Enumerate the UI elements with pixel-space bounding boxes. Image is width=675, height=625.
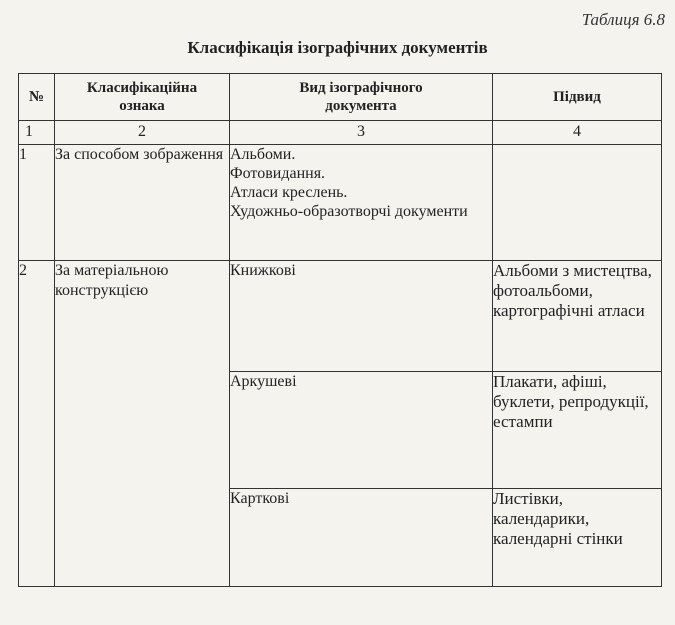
column-number-row [19, 121, 662, 145]
header-document-type [230, 74, 493, 121]
header-subtype: Підвид [493, 74, 662, 121]
row-subtype: Плакати, афіші, буклети, репродукції, естампи [493, 372, 662, 489]
view-item: Художньо-образотворчі документи [230, 203, 468, 220]
header-row [19, 74, 662, 121]
view-item: Альбоми. [230, 146, 296, 163]
table-title: Класифікація ізографічних документів [187, 38, 488, 57]
row-number: 1 [19, 145, 55, 261]
view-item: Атласи креслень. [230, 184, 348, 201]
row-document-type: Карткові [230, 489, 493, 587]
table-row [19, 261, 662, 372]
header-attr-line1: Класифікаційна [86, 80, 198, 96]
row-attribute: За способом зображення [55, 145, 230, 261]
column-number-cell: 1 [19, 121, 55, 145]
row-document-type [230, 145, 493, 261]
table-number-label: Таблиця 6.8 [581, 10, 665, 29]
table-row [19, 145, 662, 261]
row-subtype: Альбоми з мистецтва, фотоальбоми, картографічні атласи [493, 261, 662, 372]
column-number-cell: 2 [55, 121, 230, 145]
header-view-line2: документа [325, 98, 397, 114]
column-number-cell: 3 [230, 121, 493, 145]
header-view-line1: Вид ізографічного [299, 80, 423, 96]
header-classification-attribute [55, 74, 230, 121]
view-item: Фотовидання. [230, 165, 326, 182]
header-attr-line2: ознака [119, 98, 165, 114]
row-attribute: За матеріальною конструкцією [55, 261, 230, 587]
row-subtype [493, 145, 662, 261]
column-number-cell: 4 [493, 121, 662, 145]
row-document-type: Книжкові [230, 261, 493, 372]
header-number: № [19, 74, 55, 121]
row-number: 2 [19, 261, 55, 587]
row-document-type: Аркушеві [230, 372, 493, 489]
row-subtype: Листівки, календарики, календарні стінки [493, 489, 662, 587]
classification-table [18, 73, 662, 587]
